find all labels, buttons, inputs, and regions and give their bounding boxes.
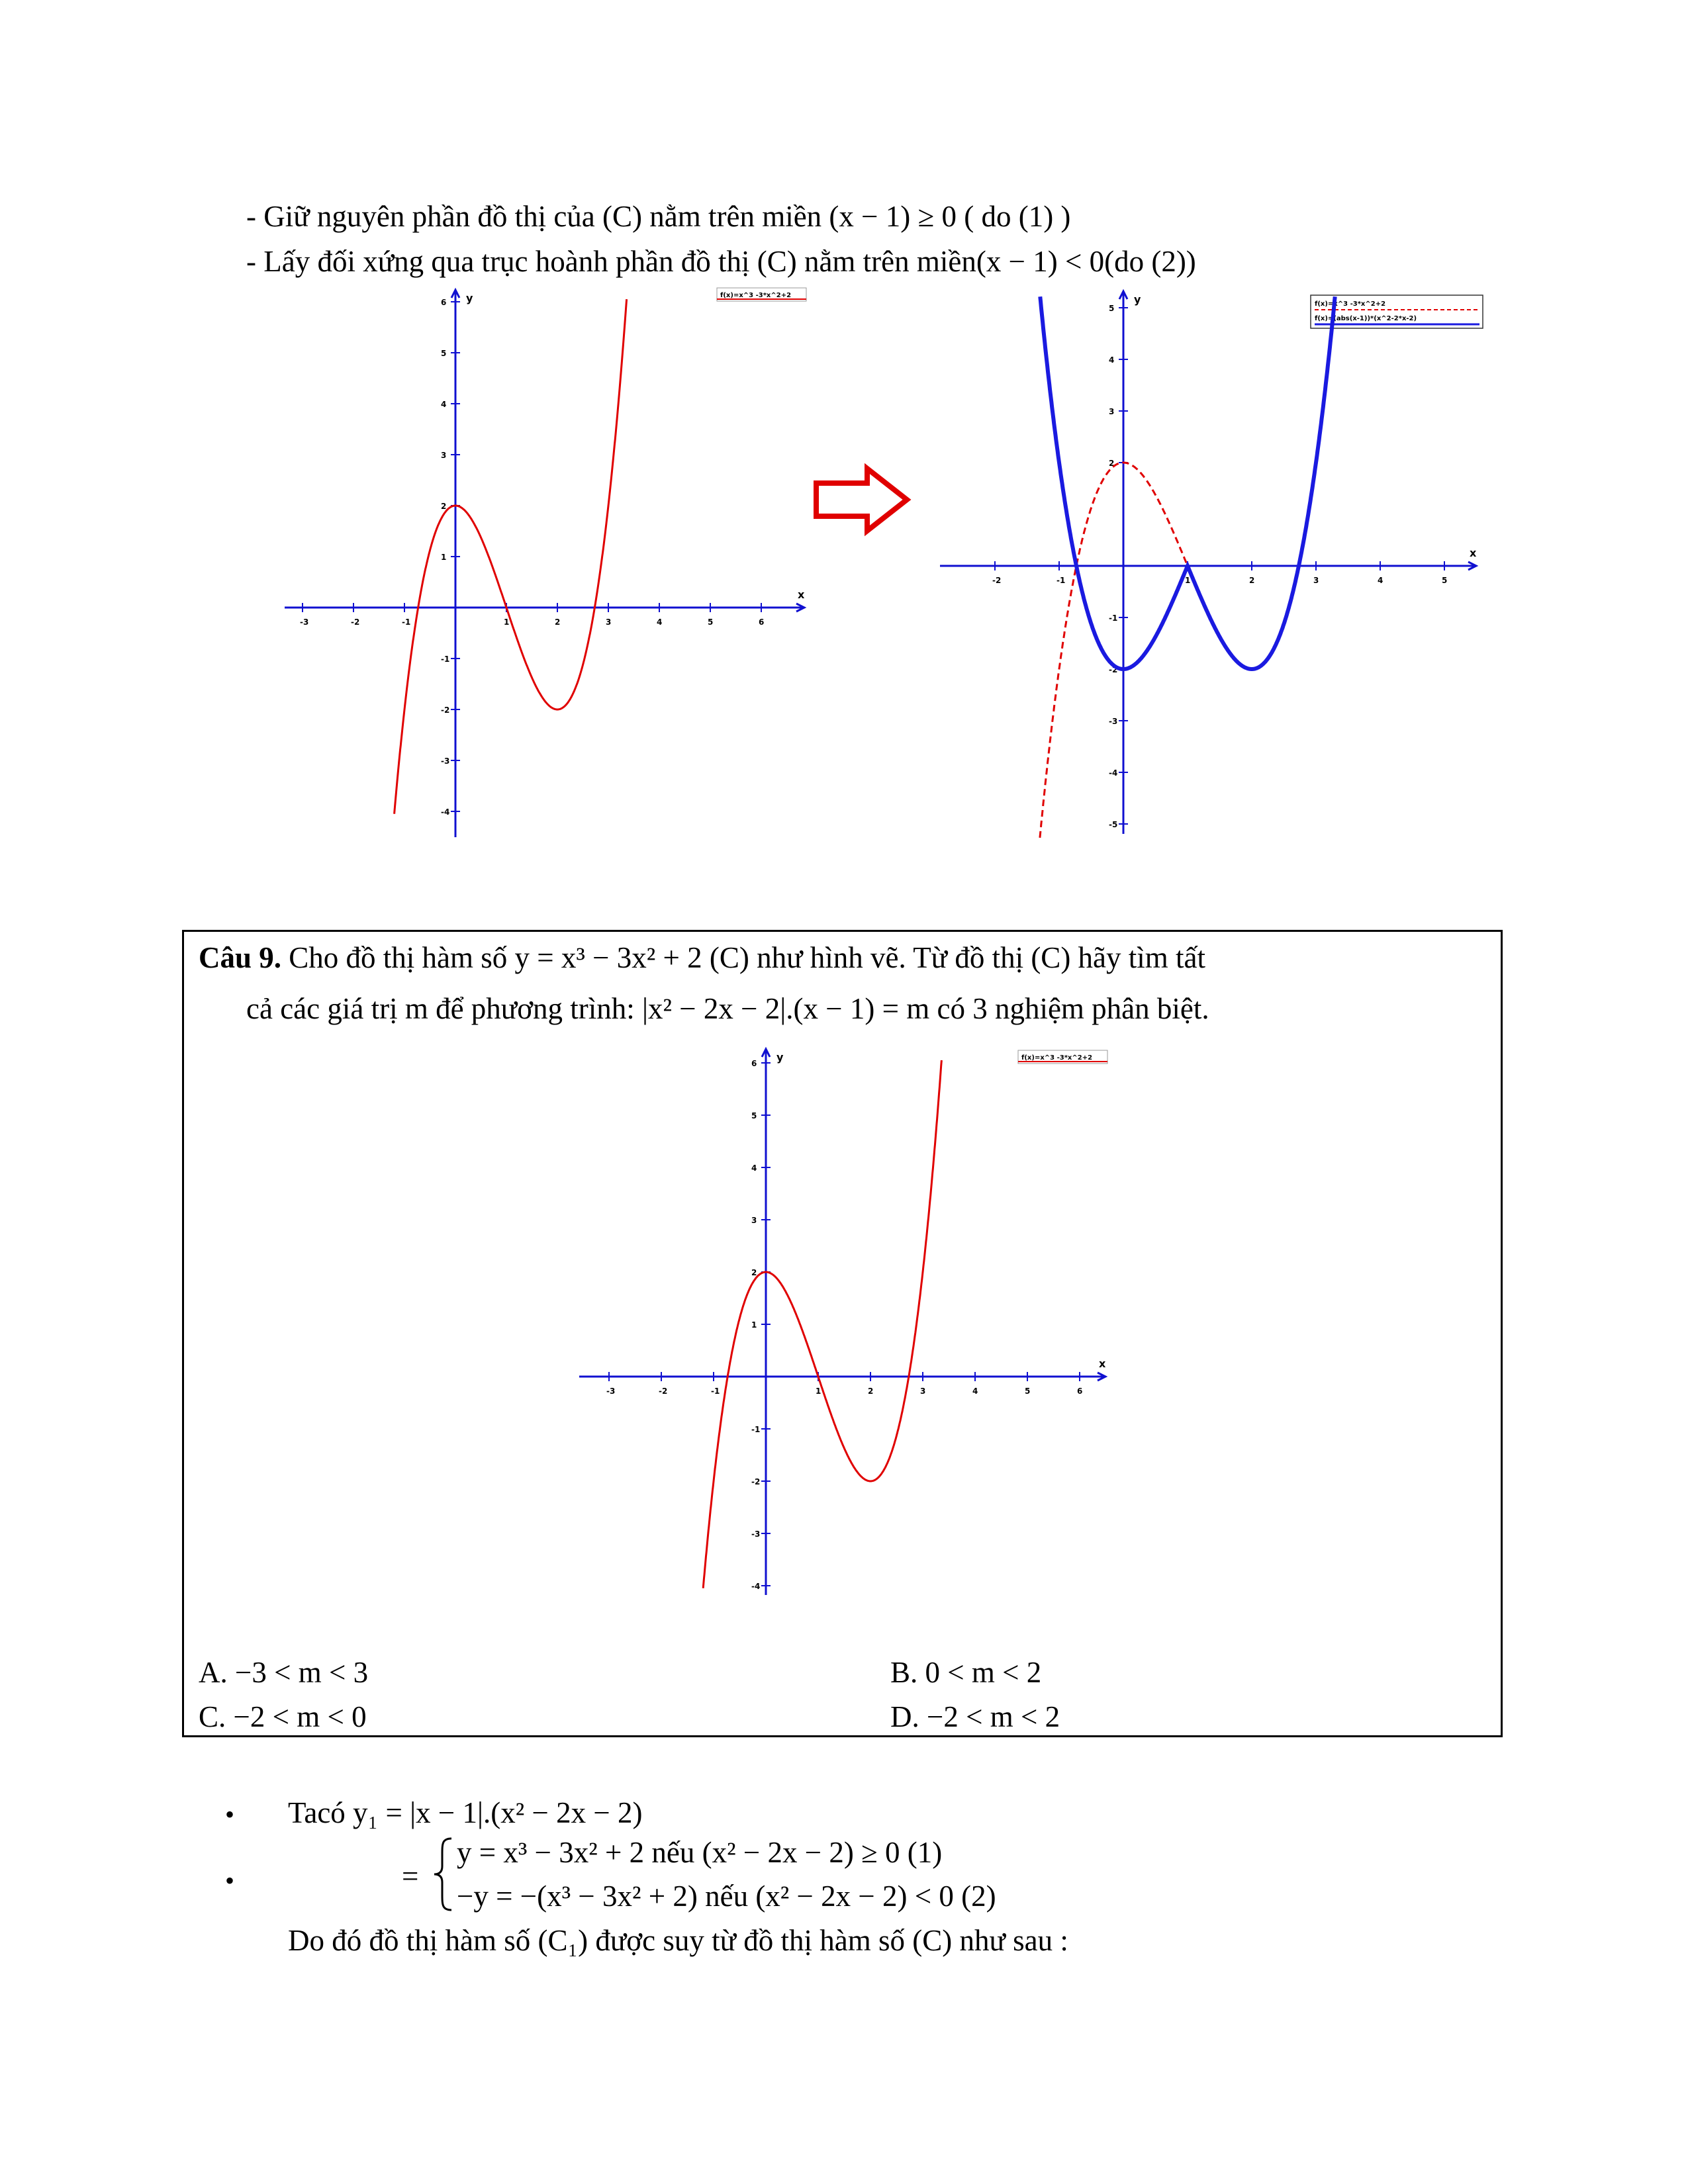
y-tick-label: -2: [1109, 665, 1118, 674]
x-tick-label: 3: [606, 617, 612, 627]
legend-text: f(x)=x^3 -3*x^2+2: [1021, 1054, 1093, 1062]
x-tick-label: -3: [300, 617, 309, 627]
intro-line-2: - Lấy đối xứng qua trục hoành phần đồ thị (C) nằm trên miền(x − 1) < 0(do (2)): [246, 245, 1196, 278]
x-tick-label: 4: [1378, 576, 1383, 585]
option-a[interactable]: A. −3 < m < 3: [199, 1656, 369, 1689]
x-tick-label: 2: [868, 1387, 874, 1396]
equals-sign: =: [402, 1860, 419, 1893]
legend-text-1: f(x)=x^3 -3*x^2+2: [1315, 300, 1386, 308]
x-tick-label: -1: [1056, 576, 1066, 585]
case-2: −y = −(x³ − 3x² + 2) nếu (x² − 2x − 2) < 0 (2): [457, 1880, 996, 1913]
y-tick-label: -4: [751, 1582, 761, 1591]
cubic-curve: [395, 299, 627, 814]
y-tick-label: -4: [441, 807, 450, 817]
y-tick-label: 4: [751, 1163, 757, 1173]
x-tick-label: 1: [504, 617, 510, 627]
y-tick-label: 1: [441, 553, 447, 562]
y-tick-label: 5: [441, 349, 447, 358]
brace-icon: [430, 1835, 457, 1914]
x-tick-label: 5: [708, 617, 714, 627]
graph-right: [940, 278, 1503, 847]
y-tick-label: -2: [751, 1477, 761, 1486]
x-tick-label: 3: [1313, 576, 1319, 585]
abs-curve: [1040, 296, 1335, 669]
x-tick-label: -2: [992, 576, 1002, 585]
y-tick-label: -1: [441, 655, 450, 664]
y-axis-label: y: [776, 1051, 784, 1064]
x-tick-label: -2: [351, 617, 360, 627]
x-tick-label: -2: [659, 1387, 668, 1396]
x-tick-label: 2: [555, 617, 561, 627]
x-tick-label: 4: [657, 617, 663, 627]
x-tick-label: 5: [1442, 576, 1448, 585]
y-tick-label: -2: [441, 705, 450, 715]
y-tick-label: -3: [441, 756, 450, 766]
question-text-1: Cho đồ thị hàm số y = x³ − 3x² + 2 (C) như hình vẽ. Từ đồ thị (C) hãy tìm tất: [281, 941, 1206, 974]
y-tick-label: -3: [751, 1529, 761, 1539]
y-tick-label: -3: [1109, 717, 1118, 726]
y-tick-label: 1: [751, 1320, 757, 1330]
x-tick-label: 6: [759, 617, 765, 627]
option-c[interactable]: C. −2 < m < 0: [199, 1700, 367, 1733]
y-tick-label: 6: [751, 1059, 757, 1068]
solution-conclusion: Do đó đồ thị hàm số (C₁) được suy từ đồ thị hàm số (C) như sau :: [288, 1924, 1068, 1957]
x-tick-label: 5: [1025, 1387, 1031, 1396]
solution-line-1: Tacó y₁ = |x − 1|.(x² − 2x − 2): [288, 1796, 643, 1829]
question-line-1: [199, 940, 1205, 976]
x-tick-label: -1: [402, 617, 411, 627]
question-graph: [569, 1039, 1112, 1615]
transform-arrow-icon: [811, 463, 917, 536]
y-tick-label: -4: [1109, 768, 1118, 778]
x-axis-label: x: [798, 588, 805, 601]
x-tick-label: 3: [920, 1387, 926, 1396]
y-tick-label: 2: [1109, 459, 1115, 468]
y-tick-label: -1: [751, 1425, 761, 1434]
bullet-icon: •: [225, 1799, 235, 1829]
y-tick-label: 3: [441, 451, 447, 460]
option-d[interactable]: D. −2 < m < 2: [890, 1700, 1060, 1733]
y-tick-label: 3: [1109, 407, 1115, 416]
x-axis-label: x: [1470, 547, 1477, 559]
x-tick-label: -1: [711, 1387, 720, 1396]
x-tick-label: 6: [1077, 1387, 1083, 1396]
x-axis-label: x: [1099, 1357, 1106, 1370]
option-b[interactable]: B. 0 < m < 2: [890, 1656, 1042, 1689]
y-tick-label: 5: [1109, 304, 1115, 313]
y-tick-label: 4: [1109, 355, 1115, 365]
y-tick-label: 5: [751, 1111, 757, 1120]
question-label: Câu 9.: [199, 941, 282, 974]
legend-text: f(x)=x^3 -3*x^2+2: [720, 292, 792, 299]
y-tick-label: 2: [751, 1268, 757, 1277]
x-tick-label: 1: [1185, 576, 1191, 585]
cubic-curve-dashed: [1040, 463, 1191, 838]
y-tick-label: 4: [441, 400, 447, 409]
y-tick-label: 2: [441, 502, 447, 511]
cubic-curve: [703, 1060, 941, 1588]
bullet-icon: •: [225, 1866, 235, 1895]
legend-text-2: f(x)=(abs(x-1))*(x^2-2*x-2): [1315, 315, 1417, 322]
y-axis-label: y: [1134, 293, 1141, 306]
question-text-2: cả các giá trị m để phương trình: |x² − 2x − 2|.(x − 1) = m có 3 nghiệm phân biệt.: [246, 992, 1209, 1025]
x-tick-label: -3: [606, 1387, 616, 1396]
y-tick-label: -5: [1109, 820, 1118, 829]
y-tick-label: -1: [1109, 614, 1118, 623]
intro-line-1: - Giữ nguyên phần đồ thị của (C) nằm trên miền (x − 1) ≥ 0 ( do (1) ): [246, 200, 1071, 233]
y-tick-label: 6: [441, 298, 447, 307]
x-tick-label: 4: [972, 1387, 978, 1396]
graph-left: [285, 278, 814, 847]
y-tick-label: 3: [751, 1216, 757, 1225]
case-1: y = x³ − 3x² + 2 nếu (x² − 2x − 2) ≥ 0 (1): [457, 1836, 943, 1869]
y-axis-label: y: [466, 292, 473, 304]
x-tick-label: 1: [816, 1387, 821, 1396]
x-tick-label: 2: [1249, 576, 1255, 585]
